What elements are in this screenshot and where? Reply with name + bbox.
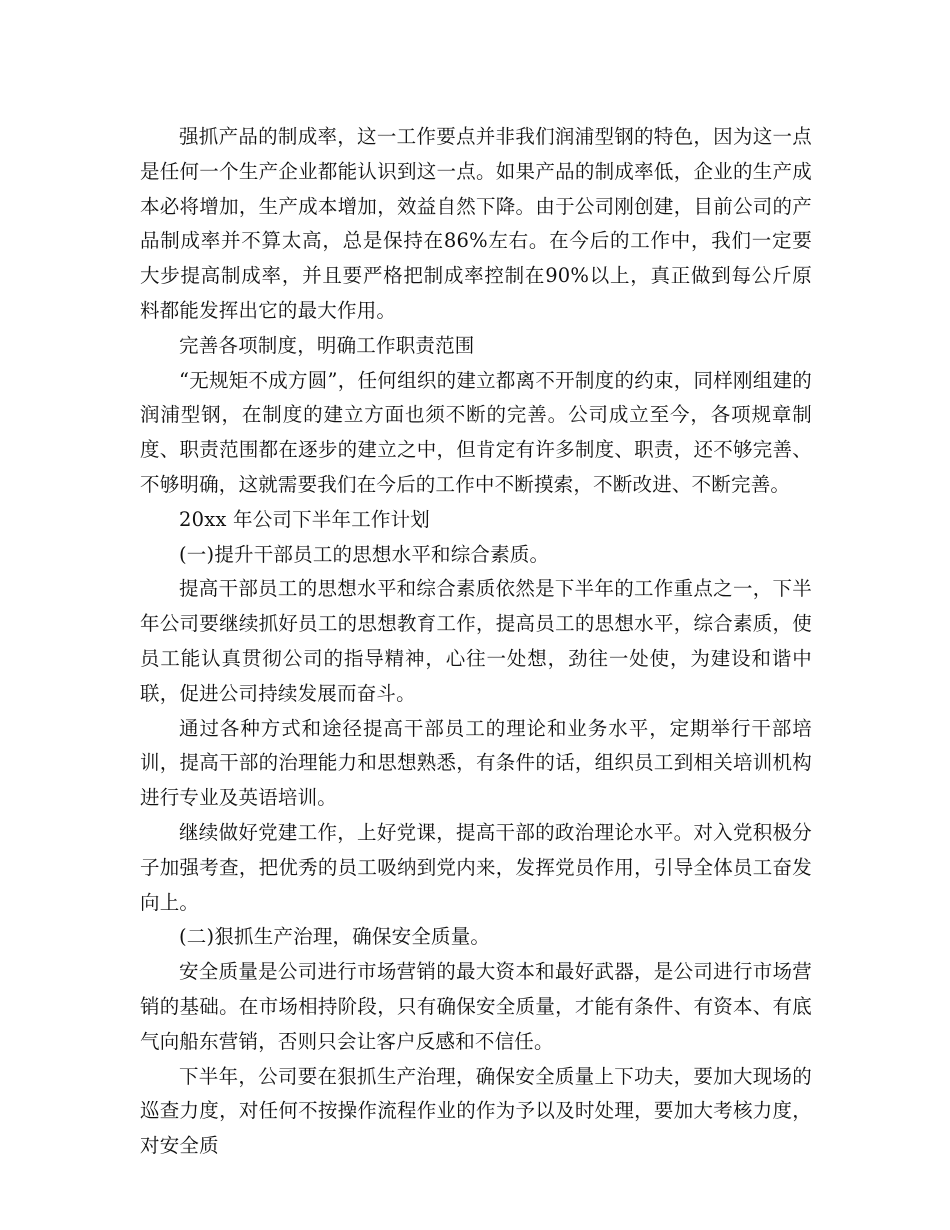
paragraph-production-rate: 强抓产品的制成率，这一工作要点并非我们润浦型钢的特色，因为这一点是任何一个生产企业都能认识到这一点。如果产品的制成率低，企业的生产成本必将增加，生产成本增加，效益自然下降。由于公司刚创建，目前公司的产品制成率并不算太高，总是保持在86%左右。在今后的工作中，我们一定要大步提高制成率，并且要严格把制成率控制在90%以上，真正做到每公斤原料都能发挥出它的最大作用。 <box>140 125 812 322</box>
paragraph-party-building: 继续做好党建工作，上好党课，提高干部的政治理论水平。对入党积极分子加强考查，把优秀的员工吸纳到党内来，发挥党员作用，引导全体员工奋发向上。 <box>140 820 812 914</box>
heading-section-two: (二)狠抓生产治理，确保安全质量。 <box>179 925 491 949</box>
paragraph-training: 通过各种方式和途径提高干部员工的理论和业务水平，定期举行干部培训，提高干部的治理能力和思想熟悉，有条件的话，组织员工到相关培训机构进行专业及英语培训。 <box>140 716 812 810</box>
heading-work-plan: 20xx 年公司下半年工作计划 <box>179 507 431 531</box>
heading-section-one: (一)提升干部员工的思想水平和综合素质。 <box>179 542 550 566</box>
heading-improve-systems: 完善各项制度，明确工作职责范围 <box>179 333 475 357</box>
document-page <box>140 120 812 1164</box>
paragraph-staff-quality: 提高干部员工的思想水平和综合素质依然是下半年的工作重点之一，下半年公司要继续抓好员工的思想教育工作，提高员工的思想水平，综合素质，使员工能认真贯彻公司的指导精神，心往一处想，劲往一处使，为建设和谐中联，促进公司持续发展而奋斗。 <box>140 577 812 705</box>
paragraph-second-half: 下半年，公司要在狠抓生产治理，确保安全质量上下功夫，要加大现场的巡查力度，对任何不按操作流程作业的作为予以及时处理，要加大考核力度，对安全质 <box>140 1064 812 1158</box>
paragraph-rules: “无规矩不成方圆”，任何组织的建立都离不开制度的约束，同样刚组建的润浦型钢，在制度的建立方面也须不断的完善。公司成立至今，各项规章制度、职责范围都在逐步的建立之中，但肯定有许多制度、职责，还不够完善、不够明确，这就需要我们在今后的工作中不断摸索，不断改进、不断完善。 <box>140 368 812 496</box>
paragraph-safety-quality: 安全质量是公司进行市场营销的最大资本和最好武器，是公司进行市场营销的基础。在市场相持阶段，只有确保安全质量，才能有条件、有资本、有底气向船东营销，否则只会让客户反感和不信任。 <box>140 960 812 1053</box>
